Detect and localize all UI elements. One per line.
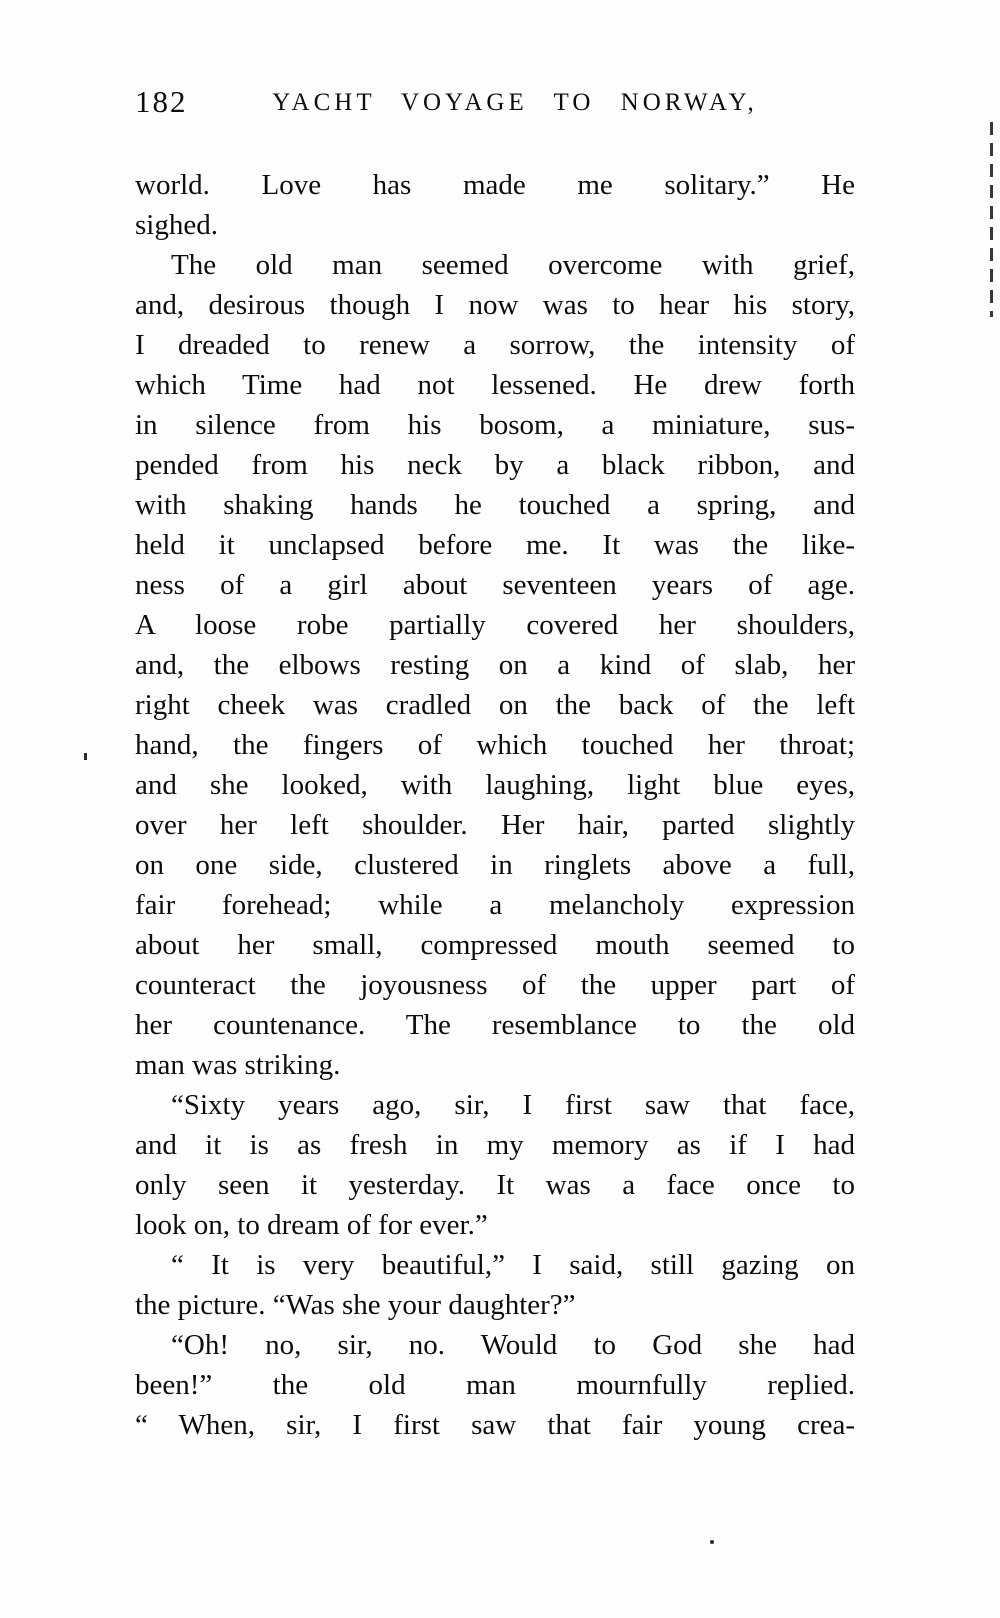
text-line: held it unclapsed before me. It was the like- (135, 529, 855, 561)
text-line: look on, to dream of for ever.” (135, 1209, 488, 1241)
text-block (135, 165, 855, 1445)
text-line: which Time had not lessened. He drew forth (135, 369, 855, 401)
text-line: The old man seemed overcome with grief, (171, 249, 855, 281)
page-header (135, 86, 855, 122)
scan-speck-artifact (84, 753, 87, 760)
page-number: 182 (135, 84, 188, 119)
text-line: I dreaded to renew a sorrow, the intensity of (135, 329, 855, 361)
running-title: YACHT VOYAGE TO NORWAY, (272, 89, 758, 116)
paragraph (135, 245, 855, 1085)
paragraph (135, 1325, 855, 1445)
text-line: and she looked, with laughing, light blue eyes, (135, 769, 855, 801)
text-line: on one side, clustered in ringlets above a full, (135, 849, 855, 881)
text-line: only seen it yesterday. It was a face once to (135, 1169, 855, 1201)
text-line: and, desirous though I now was to hear his story, (135, 289, 855, 321)
text-line: in silence from his bosom, a miniature, sus- (135, 409, 855, 441)
text-line: been!” the old man mournfully replied. (135, 1369, 855, 1401)
text-line: and it is as fresh in my memory as if I had (135, 1129, 855, 1161)
text-line: “Oh! no, sir, no. Would to God she had (171, 1329, 855, 1361)
text-line: sighed. (135, 209, 218, 241)
text-line: the picture. “Was she your daughter?” (135, 1289, 576, 1321)
text-line: about her small, compressed mouth seemed to (135, 929, 855, 961)
text-line: pended from his neck by a black ribbon, and (135, 449, 855, 481)
text-line: over her left shoulder. Her hair, parted slightly (135, 809, 855, 841)
text-line: world. Love has made me solitary.” He (135, 169, 855, 201)
scan-speck-artifact (710, 1540, 714, 1544)
text-line: A loose robe partially covered her shoulders, (135, 609, 855, 641)
text-line: hand, the fingers of which touched her throat; (135, 729, 855, 761)
scan-edge-artifact (990, 122, 993, 317)
text-line: fair forehead; while a melancholy expression (135, 889, 855, 921)
text-line: “Sixty years ago, sir, I first saw that face, (171, 1089, 855, 1121)
paragraph (135, 1085, 855, 1245)
text-line: “ It is very beautiful,” I said, still gazing on (171, 1249, 855, 1281)
text-line: “ When, sir, I first saw that fair young crea- (135, 1409, 855, 1441)
text-line: man was striking. (135, 1049, 341, 1081)
text-line: her countenance. The resemblance to the old (135, 1009, 855, 1041)
text-line: right cheek was cradled on the back of the left (135, 689, 855, 721)
text-line: and, the elbows resting on a kind of slab, her (135, 649, 855, 681)
text-line: with shaking hands he touched a spring, and (135, 489, 855, 521)
text-line: counteract the joyousness of the upper part of (135, 969, 855, 1001)
paragraph (135, 165, 855, 245)
paragraph (135, 1245, 855, 1325)
text-line: ness of a girl about seventeen years of age. (135, 569, 855, 601)
